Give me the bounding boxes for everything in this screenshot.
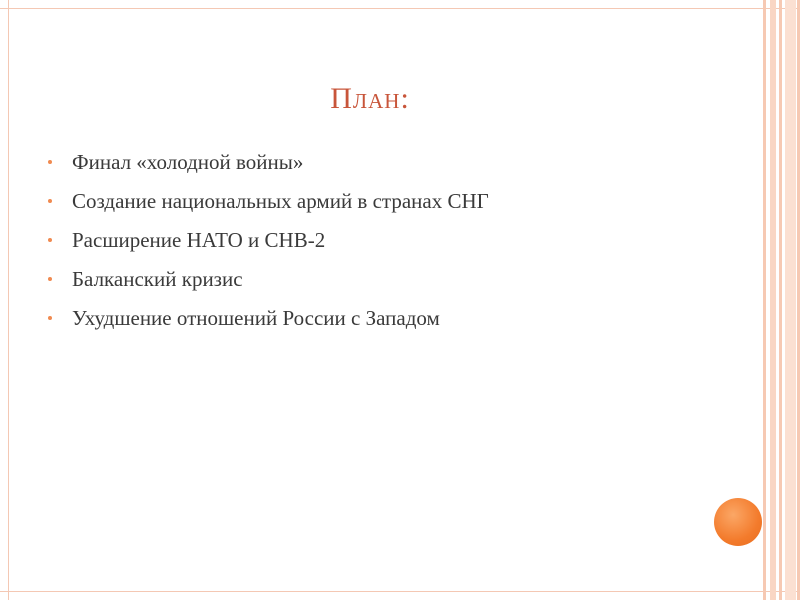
decor-stripe [770, 0, 776, 600]
bullet-item [44, 146, 489, 185]
decor-orb [714, 498, 762, 546]
slide-title: План: [330, 82, 410, 115]
bullet-item [44, 185, 489, 224]
bullet-text: Расширение НАТО и СНВ-2 [72, 228, 326, 252]
frame-line-bottom [0, 591, 800, 592]
bullet-dot-icon [48, 238, 52, 242]
bullet-text: Балканский кризис [72, 267, 243, 291]
bullet-text: Ухудшение отношений России с Западом [72, 306, 440, 330]
frame-line-top [0, 8, 800, 9]
bullet-item [44, 263, 489, 302]
decor-stripe [785, 0, 796, 600]
bullet-list [44, 146, 489, 341]
bullet-item [44, 224, 489, 263]
bullet-dot-icon [48, 277, 52, 281]
bullet-item [44, 302, 489, 341]
bullet-dot-icon [48, 316, 52, 320]
bullet-dot-icon [48, 199, 52, 203]
decor-stripe [779, 0, 782, 600]
decor-stripe [763, 0, 766, 600]
bullet-text: Создание национальных армий в странах СНГ [72, 189, 489, 213]
bullet-text: Финал «холодной войны» [72, 150, 304, 174]
bullet-dot-icon [48, 160, 52, 164]
